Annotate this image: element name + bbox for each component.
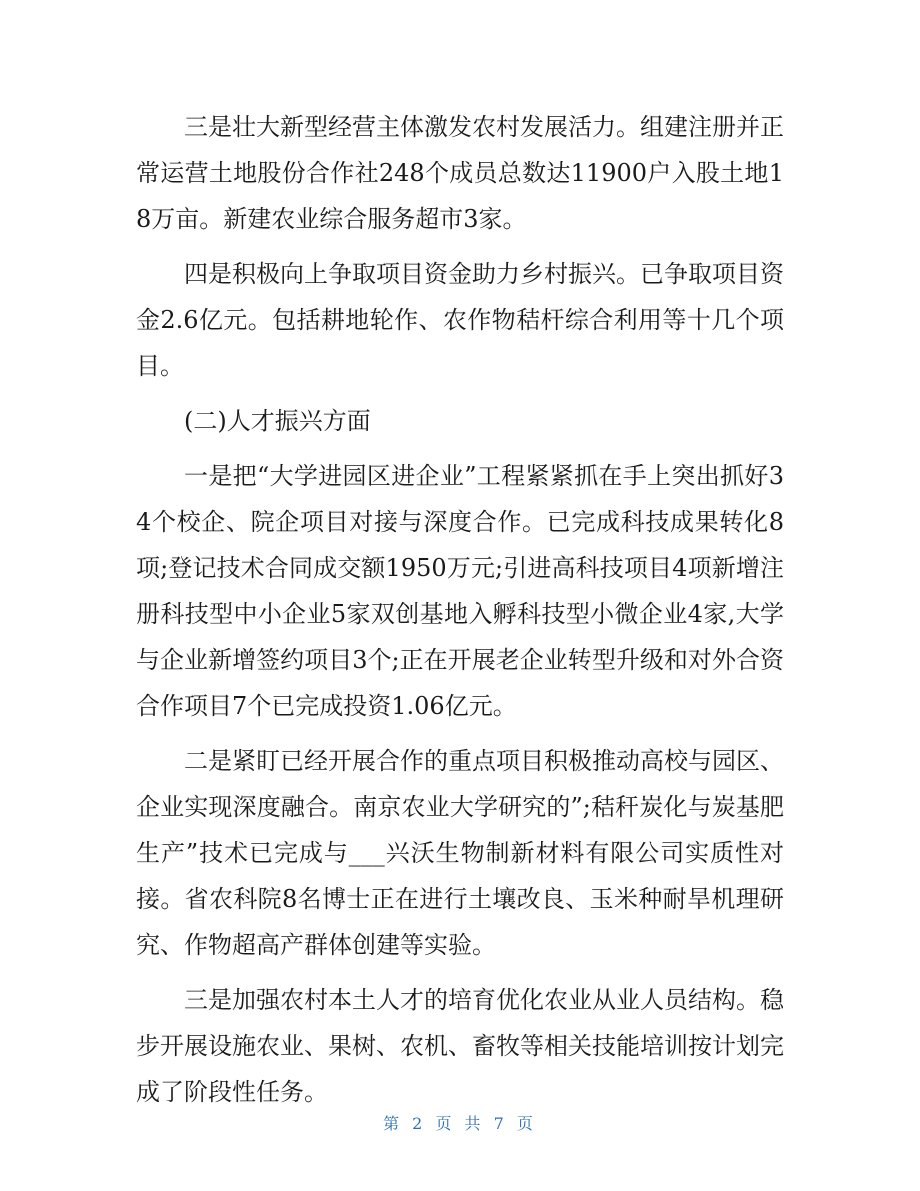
paragraph-2: 四是积极向上争取项目资金助力乡村振兴。已争取项目资金2.6亿元。包括耕地轮作、农作物秸杆综合利用等十几个项目。 [136,260,784,380]
page-number-footer: 第 2 页 共 7 页 [383,1114,537,1133]
document-body [136,104,784,1124]
paragraph-5: 三是加强农村本土人才的培育优化农业从业人员结构。稳步开展设施农业、果树、农机、畜牧等相关技能培训按计划完成了阶段性任务。 [136,986,784,1106]
paragraph-1: 三是壮大新型经营主体激发农村发展活力。组建注册并正常运营土地股份合作社248个成员总数达11900户入股土地18万亩。新建农业综合服务超市3家。 [136,113,784,233]
paragraph-4: 二是紧盯已经开展合作的重点项目积极推动高校与园区、企业实现深度融合。南京农业大学研究的”;秸秆炭化与炭基肥生产”技术已完成与___兴沃生物制新材料有限公司实质性对接。省农科院8名博士正在进行土壤改良、玉米种耐旱机理研究、作物超高产群体创建等实验。 [136,747,784,959]
paragraph-3: 一是把“大学进园区进企业”工程紧紧抓在手上突出抓好34个校企、院企项目对接与深度合作。已完成科技成果转化8项;登记技术合同成交额1950万元;引进高科技项目4项新增注册科技型中小企业5家双创基地入孵科技型小微企业4家,大学与企业新增签约项目3个;正在开展老企业转型升级和对外合资合作项目7个已完成投资1.06亿元。 [136,462,784,720]
section-heading: (二)人才振兴方面 [184,407,371,435]
